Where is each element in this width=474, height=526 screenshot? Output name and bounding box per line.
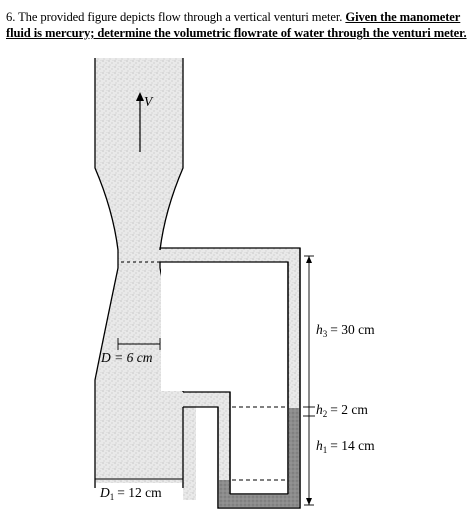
h1-label: [316, 438, 375, 455]
h2-label: [316, 402, 368, 419]
problem-intro: The provided figure depicts flow through a vertical venturi meter.: [18, 10, 343, 24]
throat-diameter-label: D = 6 cm: [101, 350, 153, 365]
inlet-diameter-label: [99, 485, 162, 502]
mercury-bottom: [219, 495, 299, 507]
h3-sym: h: [316, 322, 323, 337]
problem-emphasis-2: fluid is mercury; determine the volumetric flowrate of water through the venturi meter.: [6, 26, 467, 40]
h3-val: = 30 cm: [330, 322, 375, 337]
problem-emphasis-1: Given the manometer: [345, 10, 461, 24]
h2-val: = 2 cm: [330, 402, 368, 417]
dim-arrow-top: [306, 256, 312, 263]
dim-arrow-bottom: [306, 498, 312, 505]
manometer-interior: [161, 263, 287, 391]
flow-velocity-label: V: [144, 94, 153, 109]
h3-label: [316, 322, 375, 339]
inlet-label-sym: D: [100, 485, 110, 500]
h3-sub: 3: [322, 329, 328, 339]
inlet-label-sub: 1: [109, 492, 115, 502]
h1-sub: 1: [322, 445, 328, 455]
mercury-right-leg: [289, 408, 299, 507]
h2-sym: h: [316, 402, 323, 417]
h2-sub: 2: [322, 409, 328, 419]
h1-val: = 14 cm: [330, 438, 375, 453]
h1-sym: h: [316, 438, 323, 453]
problem-number: 6.: [6, 10, 16, 24]
inlet-label-val: = 12 cm: [117, 485, 162, 500]
